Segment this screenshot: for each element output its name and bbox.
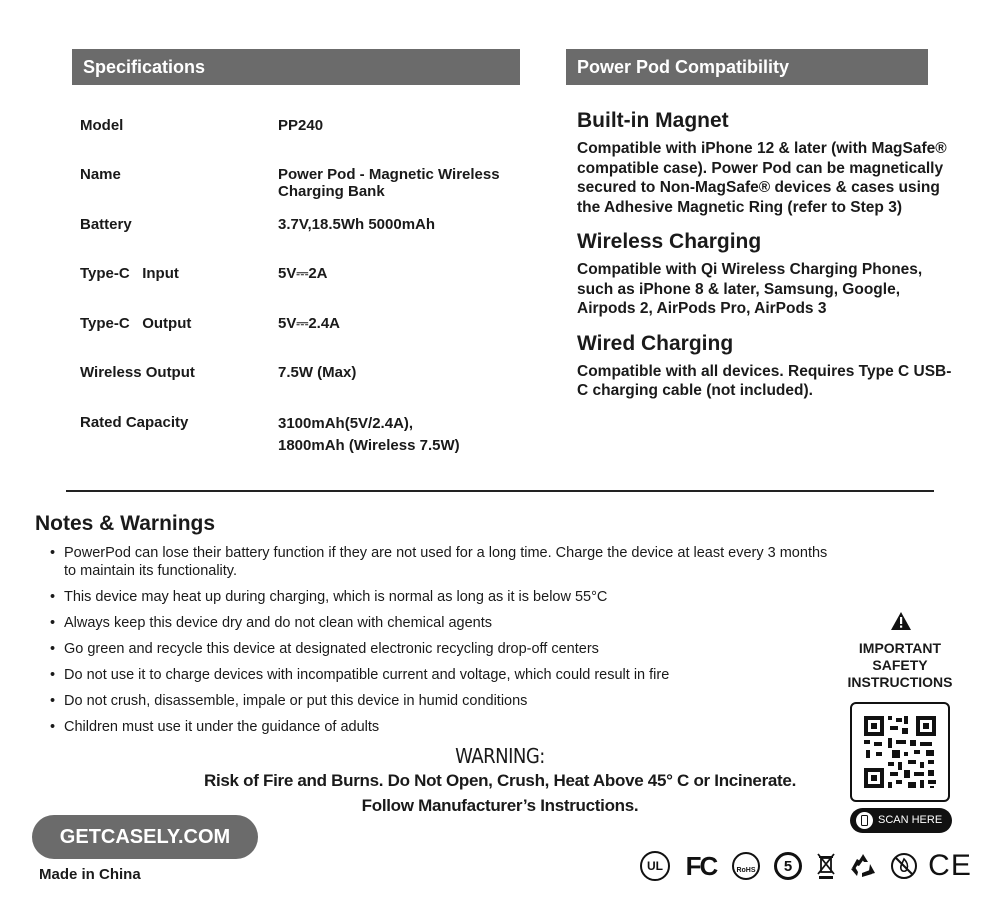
warning-heading: WARNING: bbox=[455, 744, 545, 768]
ce-mark-icon: CE bbox=[928, 849, 972, 882]
scan-here-label: SCAN HERE bbox=[878, 814, 943, 826]
spec-value: 7.5W (Max) bbox=[278, 364, 357, 381]
spec-label: Battery bbox=[80, 216, 132, 233]
list-item: • Children must use it under the guidance of adults bbox=[36, 718, 836, 736]
certification-icons bbox=[640, 850, 970, 884]
spec-value: PP240 bbox=[278, 117, 324, 134]
spec-label: Model bbox=[80, 117, 124, 134]
qr-code[interactable] bbox=[850, 702, 950, 802]
warning-line2: Follow Manufacturer’s Instructions. bbox=[361, 796, 639, 815]
compat-title: Wired Charging bbox=[577, 331, 734, 355]
notes-list bbox=[36, 544, 836, 744]
recycle-icon bbox=[848, 851, 878, 881]
made-in-label: Made in China bbox=[39, 866, 141, 883]
scan-here-button[interactable] bbox=[850, 808, 952, 833]
compat-title: Built-in Magnet bbox=[577, 109, 729, 132]
section-divider bbox=[66, 490, 934, 492]
spec-value: 3100mAh(5V/2.4A), 1800mAh (Wireless 7.5W) bbox=[278, 415, 460, 454]
fcc-icon: FC bbox=[685, 850, 717, 881]
list-item: • Always keep this device dry and do not clean with chemical agents bbox=[36, 614, 836, 632]
energy-5-icon: 5 bbox=[774, 852, 802, 880]
ul-mark-icon: UL bbox=[640, 851, 670, 881]
compat-title: Wireless Charging bbox=[577, 230, 762, 253]
spec-label: Wireless Output bbox=[80, 364, 195, 381]
spec-label: Rated Capacity bbox=[80, 414, 189, 431]
compat-text: Compatible with iPhone 12 & later (with MagSafe® compatible case). Power Pod can be magnetically secured to Non-MagSafe® devices & cases using the Adhesive Magnetic Ring (refer to Step 3) bbox=[577, 140, 947, 216]
list-item: • PowerPod can lose their battery function if they are not used for a long time. Charge the device at least every 3 months to maintain its functionality. bbox=[36, 544, 836, 580]
compat-section-wireless bbox=[577, 230, 962, 319]
website-badge[interactable]: GETCASELY.COM bbox=[32, 815, 258, 859]
spec-label: Type-C Output bbox=[80, 315, 192, 332]
compat-section-magnet bbox=[577, 109, 962, 217]
rohs-icon: RoHS bbox=[732, 852, 760, 880]
no-fire-icon bbox=[890, 852, 918, 880]
compat-text: Compatible with all devices. Requires Type C USB-C charging cable (not included). bbox=[577, 362, 952, 399]
compat-text: Compatible with Qi Wireless Charging Phones, such as iPhone 8 & later, Samsung, Google, Airpods 2, AirPods Pro, AirPods 3 bbox=[577, 261, 923, 317]
spec-label: Name bbox=[80, 166, 121, 183]
notes-title: Notes & Warnings bbox=[35, 512, 216, 535]
weee-bin-icon bbox=[816, 852, 836, 880]
compatibility-sections bbox=[577, 109, 962, 401]
phone-icon bbox=[856, 812, 873, 829]
spec-value: Power Pod - Magnetic Wireless Charging Bank bbox=[278, 166, 500, 200]
list-item: • Go green and recycle this device at designated electronic recycling drop-off centers bbox=[36, 640, 836, 658]
compat-section-wired bbox=[577, 332, 962, 401]
spec-value: 5V⎓2.4A bbox=[278, 315, 341, 332]
spec-label: Type-C Input bbox=[80, 265, 179, 282]
spec-value: 3.7V,18.5Wh 5000mAh bbox=[278, 216, 436, 233]
spec-value: 5V⎓2A bbox=[278, 265, 328, 282]
specifications-header: Specifications bbox=[72, 49, 520, 85]
list-item: • This device may heat up during charging, which is normal as long as it is below 55°C bbox=[36, 588, 836, 606]
safety-instructions-text: IMPORTANT SAFETY INSTRUCTIONS bbox=[847, 640, 953, 690]
list-item: • Do not use it to charge devices with incompatible current and voltage, which could result in fire bbox=[36, 666, 836, 684]
warning-triangle-icon bbox=[890, 611, 912, 631]
list-item: • Do not crush, disassemble, impale or put this device in humid conditions bbox=[36, 692, 836, 710]
compatibility-header: Power Pod Compatibility bbox=[566, 49, 928, 85]
warning-line1: Risk of Fire and Burns. Do Not Open, Crush, Heat Above 45° C or Incinerate. bbox=[204, 771, 796, 790]
